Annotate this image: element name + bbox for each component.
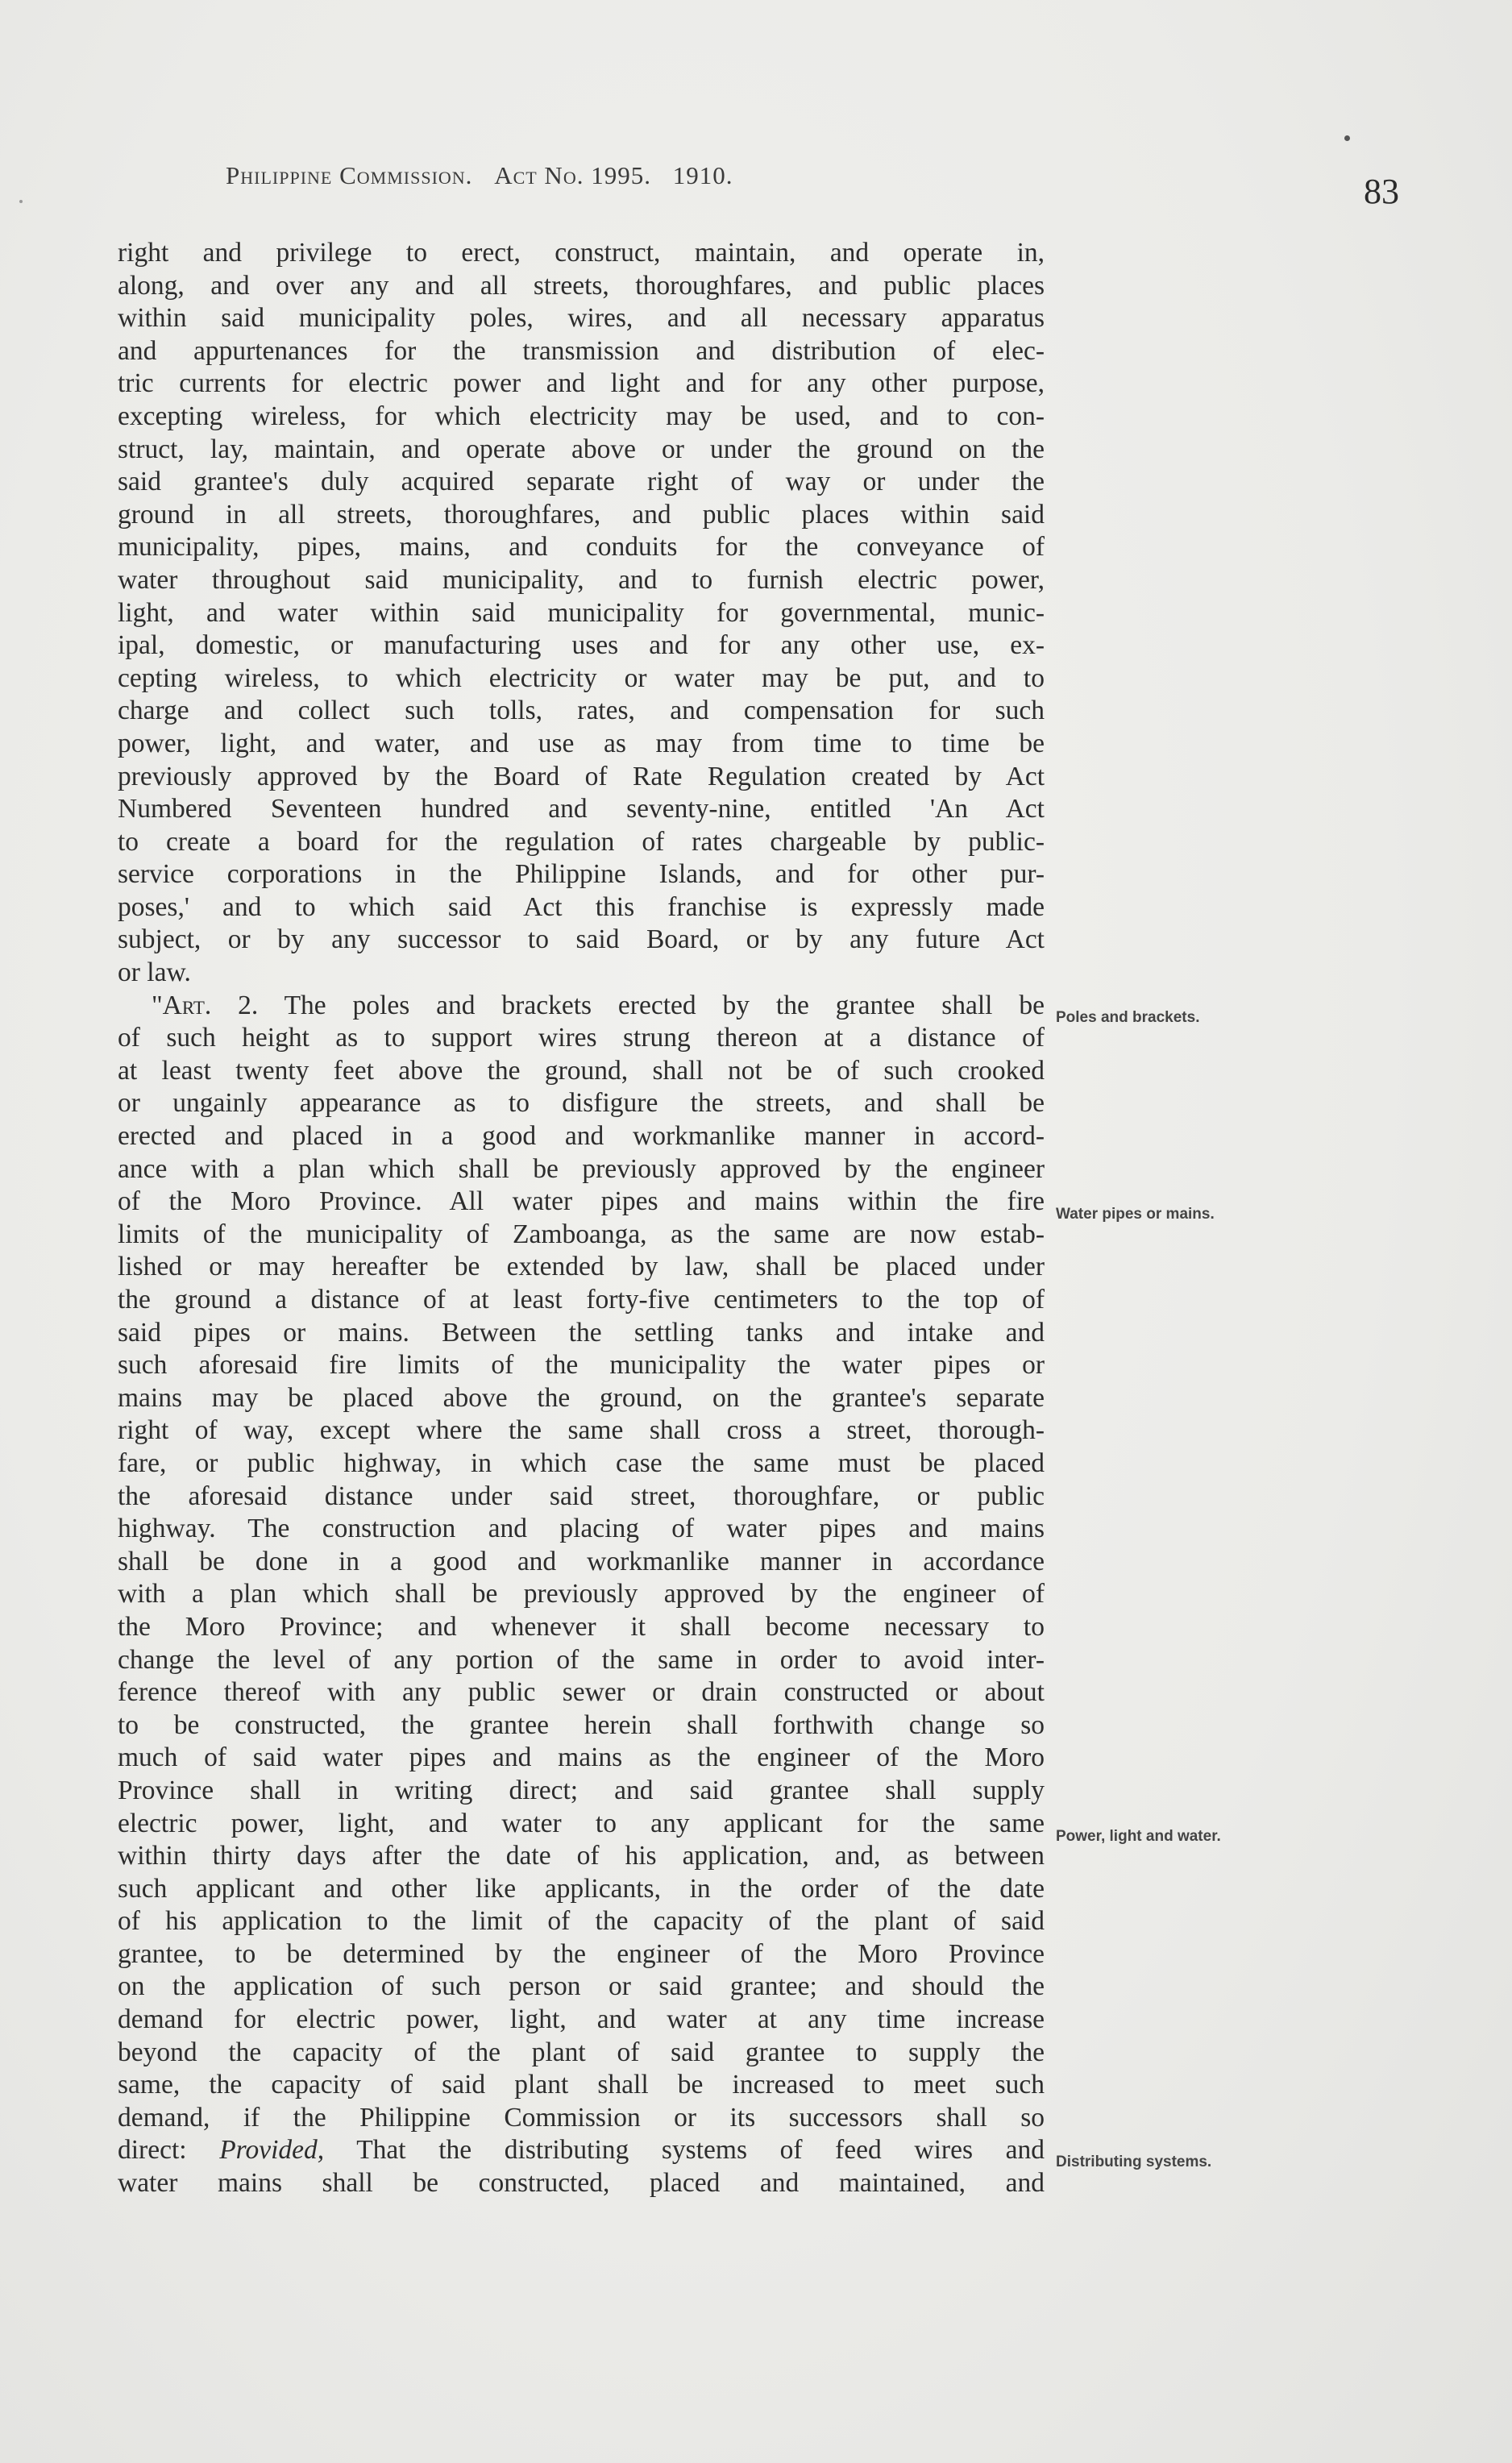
text-line: to create a board for the regulation of rates chargeable by public- — [118, 826, 1045, 857]
text-line: same, the capacity of said plant shall be increased to meet such — [118, 2070, 1045, 2100]
text-line: the Moro Province; and whenever it shall become necessary to — [118, 1611, 1045, 1642]
text-line: water mains shall be constructed, placed and maintained, and — [118, 2168, 1045, 2199]
text-line: electric power, light, and water to any applicant for the same — [118, 1808, 1045, 1838]
year: 1910. — [672, 161, 733, 189]
text-line: within thirty days after the date of his application, and, as between — [118, 1841, 1045, 1871]
scan-speck — [19, 200, 23, 203]
scan-speck — [1344, 135, 1350, 141]
text-line: tric currents for electric power and light and for any other purpose, — [118, 368, 1045, 399]
text-line: within said municipality poles, wires, and all necessary apparatus — [118, 303, 1045, 334]
text-line: previously approved by the Board of Rate Regulation created by Act — [118, 761, 1045, 791]
text-line: right and privilege to erect, construct, maintain, and operate in, — [118, 238, 1045, 268]
text-line: of such height as to support wires strung thereon at a distance of — [118, 1023, 1045, 1053]
margin-note-water-pipes: Water pipes or mains. — [1056, 1206, 1215, 1223]
text-line: cepting wireless, to which electricity or water may be put, and to — [118, 662, 1045, 693]
text-line: fare, or public highway, in which case the same must be placed — [118, 1447, 1045, 1478]
text-line: change the level of any portion of the same in order to avoid inter- — [118, 1644, 1045, 1675]
running-head — [226, 161, 951, 190]
text-line: right of way, except where the same shall cross a street, thorough- — [118, 1415, 1045, 1446]
text-line: light, and water within said municipality for governmental, munic- — [118, 597, 1045, 628]
text-line: Province shall in writing direct; and said grantee shall supply — [118, 1775, 1045, 1805]
text-line: charge and collect such tolls, rates, and compensation for such — [118, 696, 1045, 726]
text-line: beyond the capacity of the plant of said grantee to supply the — [118, 2037, 1045, 2067]
text-line: highway. The construction and placing of water pipes and mains — [118, 1514, 1045, 1544]
text-line: struct, lay, maintain, and operate above or under the ground on the — [118, 434, 1045, 464]
text-line: with a plan which shall be previously approved by the engineer of — [118, 1579, 1045, 1609]
article-2-first-line — [118, 990, 1045, 1023]
text-line: ground in all streets, thoroughfares, and public places within said — [118, 499, 1045, 530]
margin-note-distributing-systems: Distributing systems. — [1056, 2154, 1212, 2170]
proviso-lead: direct: — [118, 2135, 187, 2166]
text-line: and appurtenances for the transmission and distribution of elec- — [118, 335, 1045, 366]
text-line: municipality, pipes, mains, and conduits for the conveyance of — [118, 532, 1045, 563]
text-line: shall be done in a good and workmanlike manner in accordance — [118, 1546, 1045, 1576]
proviso-line — [118, 2134, 1045, 2167]
page-number: 83 — [1364, 172, 1399, 211]
proviso-word: Provided, — [219, 2135, 325, 2166]
text-line: poses,' and to which said Act this franchise is expressly made — [118, 891, 1045, 922]
text-line: at least twenty feet above the ground, shall not be of such crooked — [118, 1055, 1045, 1086]
text-line: the aforesaid distance under said street, thoroughfare, or public — [118, 1481, 1045, 1511]
text-line: power, light, and water, and use as may from time to time be — [118, 728, 1045, 758]
text-line: erected and placed in a good and workmanlike manner in accord- — [118, 1121, 1045, 1152]
body-text — [118, 237, 1045, 2200]
text-line: limits of the municipality of Zamboanga, as the same are now estab- — [118, 1219, 1045, 1249]
text-line: of his application to the limit of the capacity of the plant of said — [118, 1906, 1045, 1937]
text-line: mains may be placed above the ground, on the grantee's separate — [118, 1382, 1045, 1413]
proviso-rest: That the distributing systems of feed wires and — [356, 2135, 1045, 2166]
text-line: such aforesaid fire limits of the municipality the water pipes or — [118, 1350, 1045, 1381]
text-line: excepting wireless, for which electricity may be used, and to con- — [118, 401, 1045, 431]
margin-note-poles-brackets: Poles and brackets. — [1056, 1009, 1200, 1026]
text-line: water throughout said municipality, and to furnish electric power, — [118, 564, 1045, 595]
text-line: demand for electric power, light, and water at any time increase — [118, 2004, 1045, 2035]
text-line: subject, or by any successor to said Board, or by any future Act — [118, 924, 1045, 955]
text-line: lished or may hereafter be extended by law, shall be placed under — [118, 1252, 1045, 1282]
text-line: on the application of such person or said grantee; and should the — [118, 1971, 1045, 2002]
text-line: ipal, domestic, or manufacturing uses and for any other use, ex- — [118, 630, 1045, 661]
text-line: said pipes or mains. Between the settling tanks and intake and — [118, 1317, 1045, 1348]
text-line: grantee, to be determined by the engineer of the Moro Province — [118, 1938, 1045, 1969]
text-line: service corporations in the Philippine Islands, and for other pur- — [118, 859, 1045, 890]
margin-note-power-light-water: Power, light and water. — [1056, 1828, 1221, 1845]
text-line: ference thereof with any public sewer or drain constructed or about — [118, 1677, 1045, 1708]
text-line: said grantee's duly acquired separate right of way or under the — [118, 467, 1045, 497]
text-line: along, and over any and all streets, thoroughfares, and public places — [118, 270, 1045, 301]
article-label: "Art. 2. — [152, 990, 259, 1020]
text-line: Numbered Seventeen hundred and seventy-nine, entitled 'An Act — [118, 794, 1045, 824]
article-text: The poles and brackets erected by the grantee shall be — [284, 990, 1045, 1020]
text-line: of the Moro Province. All water pipes and mains within the fire — [118, 1186, 1045, 1217]
text-line: to be constructed, the grantee herein shall forthwith change so — [118, 1709, 1045, 1740]
text-line: such applicant and other like applicants, in the order of the date — [118, 1873, 1045, 1904]
text-line: demand, if the Philippine Commission or its successors shall so — [118, 2102, 1045, 2133]
text-line: or law. — [118, 957, 191, 988]
text-line: ance with a plan which shall be previously approved by the engineer — [118, 1153, 1045, 1184]
text-line: the ground a distance of at least forty-five centimeters to the top of — [118, 1285, 1045, 1315]
text-line: or ungainly appearance as to disfigure the streets, and shall be — [118, 1088, 1045, 1119]
running-title: Philippine Commission. — [226, 161, 473, 189]
text-line: much of said water pipes and mains as the engineer of the Moro — [118, 1742, 1045, 1773]
act-number: Act No. 1995. — [494, 161, 651, 189]
